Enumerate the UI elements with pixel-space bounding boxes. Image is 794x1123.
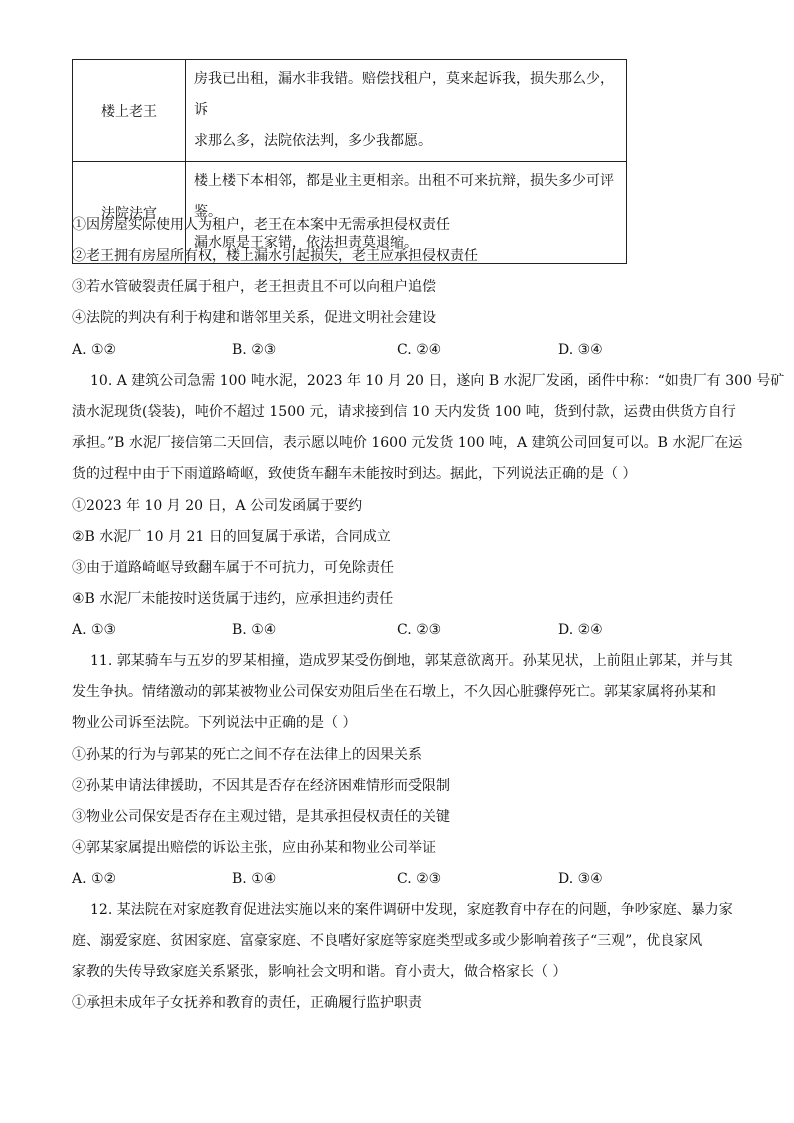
q10-stem-line: 承担。”B 水泥厂接信第二天回信，表示愿以吨价 1600 元发货 100 吨，A 建筑公司回复可以。B 水泥厂在运	[72, 435, 743, 451]
option-c[interactable]: C. ②④	[397, 342, 442, 358]
q9-statement: ④法院的判决有利于构建和谐邻里关系，促进文明社会建设	[72, 310, 436, 326]
table-role-cell: 法院法官	[73, 162, 186, 264]
q12-statement: ①承担未成年子女抚养和教育的责任，正确履行监护职责	[72, 995, 422, 1011]
q11-statement: ③物业公司保安是否存在主观过错，是其承担侵权责任的关键	[72, 809, 450, 825]
q11-statement: ②孙某申请法律援助，不因其是否存在经济困难情形而受限制	[72, 778, 450, 794]
q10-statement: ④B 水泥厂未能按时送货属于违约，应承担违约责任	[72, 591, 394, 607]
q12-stem-line: 庭、溺爱家庭、贫困家庭、富豪家庭、不良嗜好家庭等家庭类型或多或少影响着孩子“三观”，优良家风	[72, 933, 703, 949]
q11-stem-line: 发生争执。情绪激动的郭某被物业公司保安劝阻后坐在石墩上，不久因心脏骤停死亡。郭某家属将孙某和	[72, 684, 716, 700]
q11-statement: ④郭某家属提出赔偿的诉讼主张，应由孙某和物业公司举证	[72, 840, 436, 856]
q10-stem-line: 货的过程中由于下雨道路崎岖，致使货车翻车未能按时到达。据此，下列说法正确的是（ ）	[72, 466, 637, 482]
option-d[interactable]: D. ③④	[558, 342, 603, 358]
table-text-line: 楼上楼下本相邻，都是业主更相亲。出租不可来抗辩，损失多少可评鉴。	[194, 173, 614, 220]
option-d[interactable]: D. ②④	[558, 622, 603, 638]
q10-statement: ①2023 年 10 月 20 日，A 公司发函属于要约	[72, 498, 363, 514]
option-b[interactable]: B. ①④	[232, 871, 277, 887]
q12-stem-line: 12. 某法院在对家庭教育促进法实施以来的案件调研中发现，家庭教育中存在的问题，争吵家庭、暴力家	[90, 902, 733, 918]
table-role-cell: 楼上老王	[73, 60, 186, 162]
option-a[interactable]: A. ①③	[72, 622, 117, 638]
q9-statement: ③若水管破裂责任属于租户，老王担责且不可以向租户追偿	[72, 279, 436, 295]
q10-stem-line: 10. A 建筑公司急需 100 吨水泥，2023 年 10 月 20 日，遂向 B 水泥厂发函，函件中称：“如贵厂有 300 号矿	[90, 373, 785, 389]
option-a[interactable]: A. ①②	[72, 342, 117, 358]
table-text-line: 房我已出租，漏水非我错。赔偿找租户，莫来起诉我，损失那么少，诉	[194, 71, 614, 118]
table-text-line: 求那么多，法院依法判，多少我都愿。	[194, 133, 432, 149]
q10-statement: ③由于道路崎岖导致翻车属于不可抗力，可免除责任	[72, 560, 394, 576]
option-d[interactable]: D. ③④	[558, 871, 603, 887]
option-c[interactable]: C. ②③	[397, 622, 442, 638]
table-row	[73, 60, 627, 162]
option-c[interactable]: C. ②③	[397, 871, 442, 887]
option-b[interactable]: B. ①④	[232, 622, 277, 638]
q11-statement: ①孙某的行为与郭某的死亡之间不存在法律上的因果关系	[72, 747, 422, 763]
option-a[interactable]: A. ①②	[72, 871, 117, 887]
q12-stem-line: 家教的失传导致家庭关系紧张，影响社会文明和谐。育小责大，做合格家长（ ）	[72, 964, 567, 980]
table-text-line: 漏水原是王家错，依法担责莫退缩。	[194, 235, 418, 251]
table-text-cell	[186, 60, 627, 162]
q11-stem-line: 11. 郭某骑车与五岁的罗某相撞，造成罗某受伤倒地，郭某意欲离开。孙某见状，上前阻止郭某，并与其	[90, 653, 733, 669]
q10-statement: ②B 水泥厂 10 月 21 日的回复属于承诺，合同成立	[72, 529, 391, 545]
q9-statement: ①因房屋实际使用人为租户，老王在本案中无需承担侵权责任	[72, 217, 450, 233]
q11-stem-line: 物业公司诉至法院。下列说法中正确的是（ ）	[72, 715, 357, 731]
option-b[interactable]: B. ②③	[232, 342, 277, 358]
q9-statement: ②老王拥有房屋所有权，楼上漏水引起损失，老王应承担侵权责任	[72, 248, 478, 264]
q10-stem-line: 渍水泥现货(袋装)，吨价不超过 1500 元，请求接到信 10 天内发货 100 吨，货到付款，运费由供货方自行	[72, 404, 736, 420]
